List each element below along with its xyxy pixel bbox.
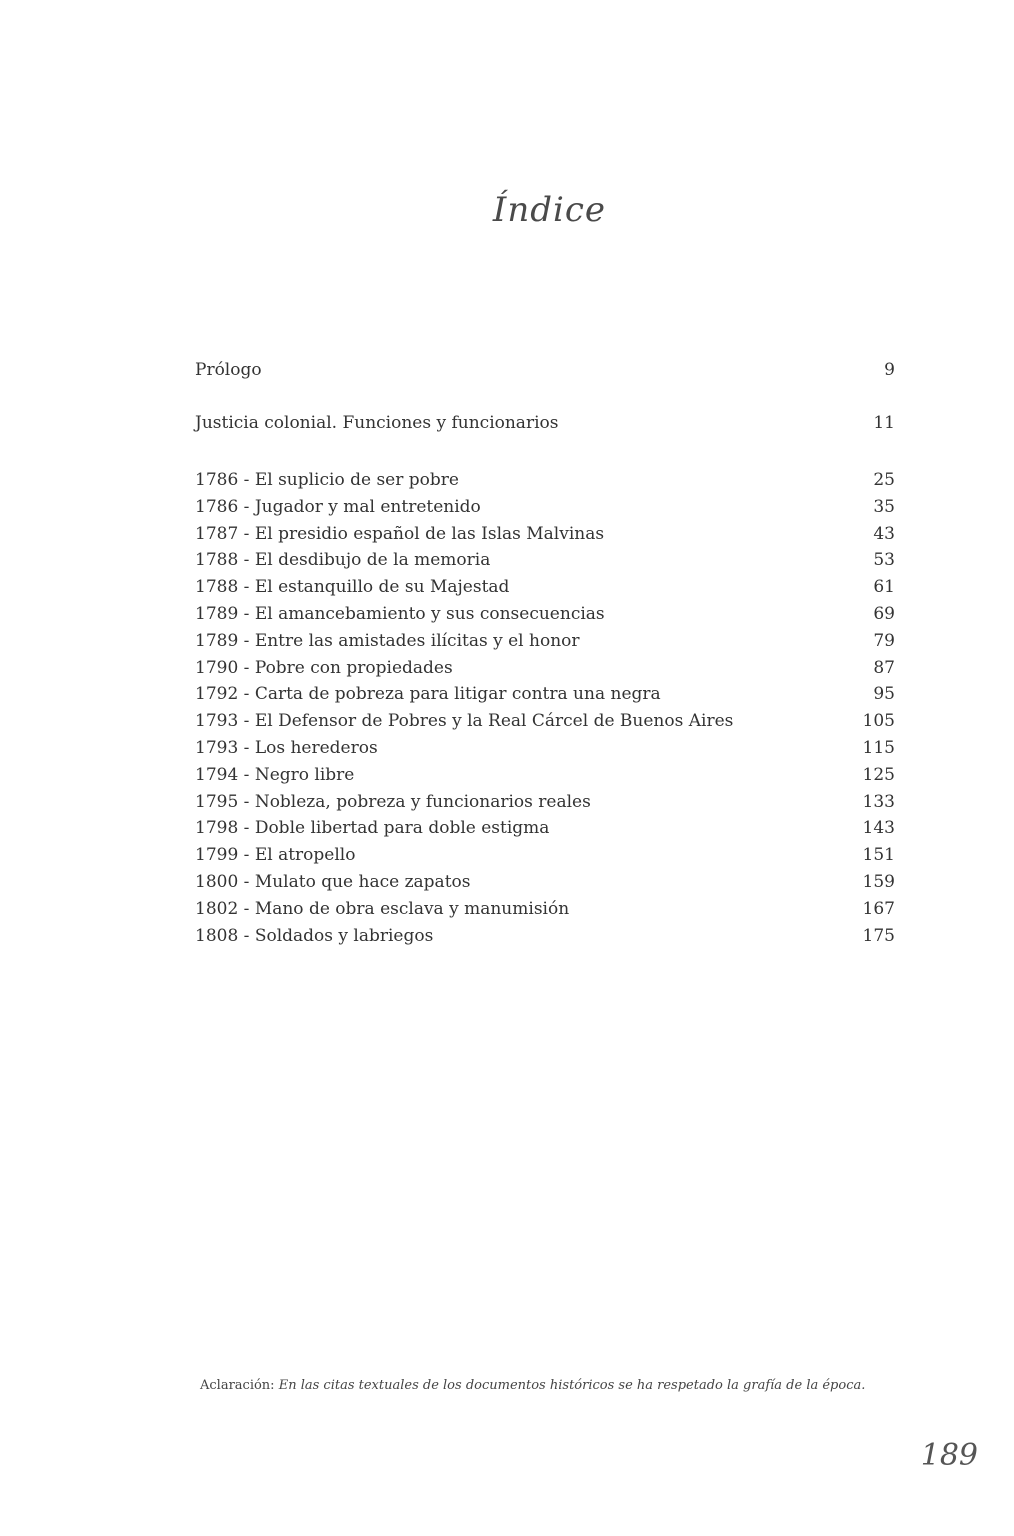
toc-entry-page: 125 (862, 764, 895, 785)
toc-entry-page: 143 (862, 818, 895, 839)
toc-entry-label: 1786 - El suplicio de ser pobre (195, 470, 459, 490)
toc-entry (195, 815, 895, 842)
toc-entry-page: 25 (873, 470, 895, 490)
toc-entry-label: 1789 - El amancebamiento y sus consecuencias (195, 603, 605, 624)
toc-entry-page: 53 (873, 550, 895, 571)
toc-entry (195, 789, 895, 816)
toc-entry (195, 628, 895, 655)
toc-entry-label: 1792 - Carta de pobreza para litigar contra una negra (195, 684, 661, 705)
toc-entry-page: 115 (862, 737, 895, 758)
toc-entry-label: Justicia colonial. Funciones y funcionarios (195, 413, 559, 433)
toc-entry-label: 1789 - Entre las amistades ilícitas y el honor (195, 630, 580, 651)
toc-entry (195, 896, 895, 923)
toc-justicia (195, 413, 895, 433)
toc-entry (195, 869, 895, 896)
footnote-label: Aclaración: (200, 1378, 275, 1393)
toc-entry (195, 494, 895, 521)
toc-entry-page: 9 (884, 360, 895, 380)
toc-entry-page: 151 (862, 845, 895, 866)
toc-entry (195, 655, 895, 682)
toc-entry-page: 11 (873, 413, 895, 433)
toc-entry-page: 43 (873, 523, 895, 544)
footnote-text: En las citas textuales de los documentos históricos se ha respetado la grafía de la época. (278, 1378, 866, 1393)
toc-entry-page: 133 (862, 791, 895, 812)
toc-entry-prologo (195, 360, 895, 380)
toc-entry-page: 159 (862, 871, 895, 892)
toc-entry-label: Prólogo (195, 360, 262, 380)
toc-entry (195, 735, 895, 762)
page-number: 189 (920, 1438, 978, 1473)
toc-entry-page: 79 (873, 630, 895, 651)
toc-entry (195, 681, 895, 708)
toc-entry-justicia (195, 413, 895, 433)
toc-entry (195, 547, 895, 574)
toc-entry-label: 1798 - Doble libertad para doble estigma (195, 818, 550, 839)
toc-entry-label: 1787 - El presidio español de las Islas Malvinas (195, 523, 605, 544)
toc-entry-page: 61 (873, 577, 895, 598)
toc-entry (195, 923, 895, 950)
toc-entry (195, 762, 895, 789)
toc-entry-label: 1788 - El estanquillo de su Majestad (195, 577, 510, 598)
toc-entry-page: 105 (862, 711, 895, 732)
toc-entry-label: 1790 - Pobre con propiedades (195, 657, 453, 678)
toc-entry-label: 1793 - Los herederos (195, 737, 378, 758)
toc-entry (195, 601, 895, 628)
toc-entry (195, 521, 895, 548)
toc-entry-label: 1799 - El atropello (195, 845, 356, 866)
toc-entry-page: 69 (873, 603, 895, 624)
toc-entry-label: 1802 - Mano de obra esclava y manumisión (195, 898, 570, 919)
toc-entry-label: 1793 - El Defensor de Pobres y la Real Cárcel de Buenos Aires (195, 711, 734, 732)
toc-entry-page: 87 (873, 657, 895, 678)
toc-entry-page: 35 (873, 496, 895, 517)
toc-entry-page: 95 (873, 684, 895, 705)
toc-entry-label: 1800 - Mulato que hace zapatos (195, 871, 471, 892)
toc-prologo (195, 360, 895, 380)
toc-entry (195, 467, 895, 494)
toc-entry (195, 842, 895, 869)
toc-entry-label: 1795 - Nobleza, pobreza y funcionarios reales (195, 791, 591, 812)
toc-entry-label: 1786 - Jugador y mal entretenido (195, 496, 481, 517)
footnote (200, 1378, 900, 1393)
page-title: Índice (492, 190, 607, 230)
toc-entry (195, 708, 895, 735)
toc-entry (195, 574, 895, 601)
toc-entry-label: 1794 - Negro libre (195, 764, 355, 785)
toc-entry-page: 175 (862, 925, 895, 946)
toc-entry-page: 167 (862, 898, 895, 919)
toc-entry-label: 1788 - El desdibujo de la memoria (195, 550, 491, 571)
toc-entry-label: 1808 - Soldados y labriegos (195, 925, 434, 946)
toc-chapter-list (195, 467, 895, 949)
